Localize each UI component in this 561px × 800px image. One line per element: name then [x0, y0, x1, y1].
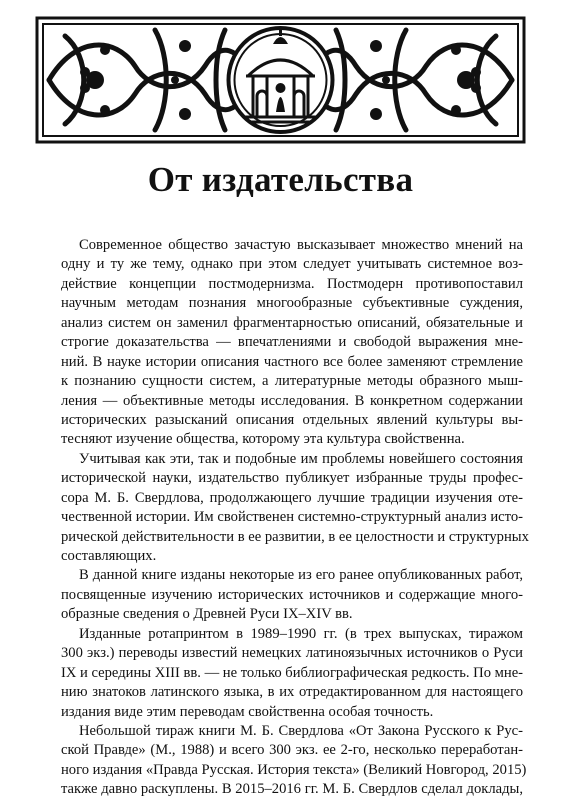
ornamental-header-band	[35, 16, 526, 144]
text-line: ской Правде» (М., 1988) и всего 300 экз. ее 2-го, несколько переработан-	[61, 742, 523, 759]
text-line: ного издания «Правда Русская. История текста» (Великий Новгород, 2015)	[61, 761, 527, 778]
right-trefoil-ornaments	[370, 40, 481, 120]
body-text	[61, 236, 529, 800]
text-line: исторической науки, издательство публикует избранные труды профес-	[61, 470, 523, 487]
right-scroll-ornament	[311, 30, 512, 130]
text-line: ления — объективные методы исследования. В конкретном содержании	[61, 392, 523, 409]
publisher-emblem-medallion	[229, 28, 333, 132]
text-line: рической действительности в ее развитии, в ее целостности и структурных	[61, 528, 529, 545]
text-line: Изданные ротапринтом в 1989–1990 гг. (в трех выпусках, тиражом	[79, 625, 523, 642]
text-line: составляющих.	[61, 548, 157, 564]
text-line: ний. В науке истории описания частного все более заменяют стремление	[61, 353, 523, 370]
text-line: 300 экз.) переводы известий немецких латиноязычных источников о Руси	[61, 645, 523, 662]
text-line: к познанию сущности систем, а литературные методы образного мыш-	[61, 373, 523, 390]
text-line: сора М. Б. Свердлова, продолжающего лучшие традиции изучения оте-	[61, 489, 523, 506]
text-line: посвященные изучению исторических источников и содержащие много-	[61, 586, 523, 603]
text-line: тесняют изучение общества, которому эта культура свойственна.	[61, 431, 465, 448]
paragraph	[61, 566, 523, 624]
text-line: Современное общество зачастую высказывает множество мнений на	[79, 237, 523, 253]
text-line: также давно раскуплены. В 2015–2016 гг. М. Б. Свердлов сделал доклады,	[61, 781, 523, 798]
text-line: издания виде этим переводам свойственна особая точность.	[61, 703, 434, 720]
text-line: нию знатоков латинского языка, в их отредактированном для настоящего	[61, 684, 523, 701]
paragraph	[61, 236, 523, 450]
page-title: От издательства	[147, 160, 414, 199]
text-line: научным методам познания многообразные субъективные суждения,	[61, 295, 523, 312]
text-line: исторических разысканий описания отдельных явлений культуры вы-	[61, 411, 523, 428]
paragraph	[61, 722, 527, 800]
text-line: строгие доказательства — впечатлениями и свободой выражения мне-	[61, 334, 523, 351]
text-line: одну и ту же тему, однако при этом следует учитывать системное воз-	[61, 256, 523, 273]
text-line: образные сведения о Древней Руси IX–XIV вв.	[61, 606, 353, 623]
text-line: Учитывая как эти, так и подобные им проблемы новейшего состояния	[79, 450, 523, 467]
text-line: Небольшой тираж книги М. Б. Свердлова «От Закона Русского к Рус-	[79, 722, 523, 739]
left-scroll-ornament	[49, 30, 250, 130]
text-line: В данной книге изданы некоторые из его ранее опубликованных работ,	[79, 567, 523, 584]
left-trefoil-ornaments	[80, 40, 191, 120]
paragraph	[61, 625, 523, 722]
text-line: анализ систем он заменил фрагментарностью описаний, обязательные и	[61, 314, 523, 331]
text-line: IX и середины XIII вв. — не только библиографическая редкость. По мне-	[61, 664, 524, 681]
text-line: чественной истории. Им свойственен системно-структурный анализ исто-	[61, 509, 523, 526]
paragraph	[61, 450, 529, 567]
text-line: действие концепции постмодернизма. Постмодерн противопоставил	[61, 275, 523, 292]
